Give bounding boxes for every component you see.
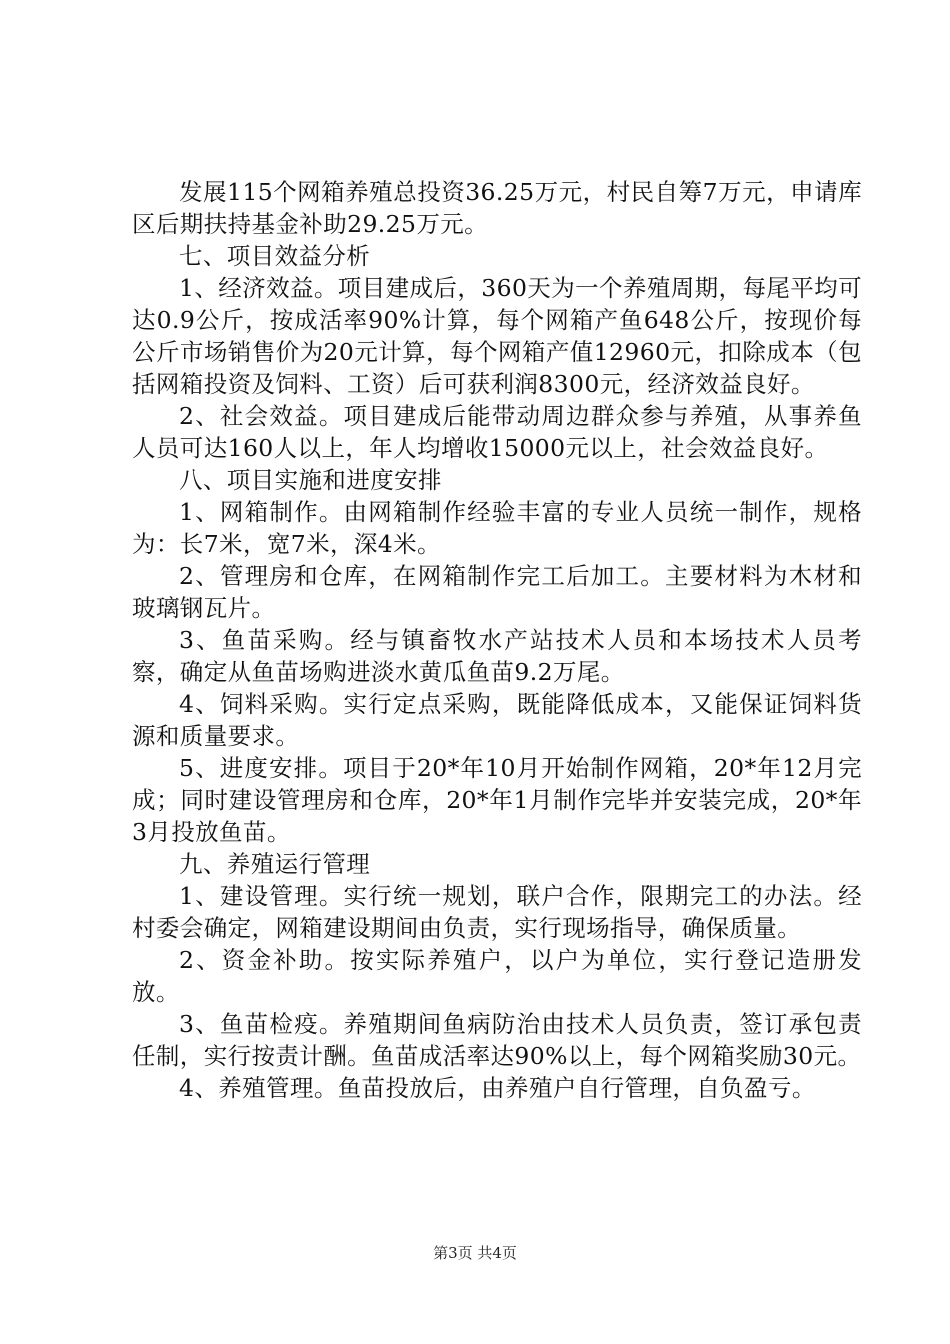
paragraph-feed-purchase: 4、饲料采购。实行定点采购，既能降低成本，又能保证饲料货源和质量要求。 (132, 690, 862, 750)
paragraph-investment: 发展115个网箱养殖总投资36.25万元，村民自筹7万元，申请库区后期扶持基金补助29.25万元。 (132, 178, 862, 238)
paragraph-fry-purchase: 3、鱼苗采购。经与镇畜牧水产站技术人员和本场技术人员考察，确定从鱼苗场购进淡水黄瓜鱼苗9.2万尾。 (132, 626, 862, 686)
section-heading-benefit-analysis: 七、项目效益分析 (179, 242, 371, 270)
paragraph-social-benefit: 2、社会效益。项目建成后能带动周边群众参与养殖，从事养鱼人员可达160人以上，年人均增收15000元以上，社会效益良好。 (132, 402, 862, 462)
paragraph-construction-management: 1、建设管理。实行统一规划，联户合作，限期完工的办法。经村委会确定，网箱建设期间由负责，实行现场指导，确保质量。 (132, 882, 862, 942)
paragraph-schedule: 5、进度安排。项目于20*年10月开始制作网箱，20*年12月完成；同时建设管理房和仓库，20*年1月制作完毕并安装完成，20*年3月投放鱼苗。 (132, 754, 862, 846)
document-body (132, 176, 862, 1104)
section-heading-operation: 九、养殖运行管理 (179, 850, 371, 878)
paragraph-management-house: 2、管理房和仓库，在网箱制作完工后加工。主要材料为木材和玻璃钢瓦片。 (132, 562, 862, 622)
paragraph-fry-quarantine: 3、鱼苗检疫。养殖期间鱼病防治由技术人员负责，签订承包责任制，实行按责计酬。鱼苗成活率达90%以上，每个网箱奖励30元。 (132, 1010, 862, 1070)
paragraph-cage-making: 1、网箱制作。由网箱制作经验丰富的专业人员统一制作，规格为：长7米，宽7米，深4米。 (132, 498, 862, 558)
paragraph-economic-benefit: 1、经济效益。项目建成后，360天为一个养殖周期，每尾平均可达0.9公斤，按成活率90%计算，每个网箱产鱼648公斤，按现价每公斤市场销售价为20元计算，每个网箱产值12960元，扣除成本（包括网箱投资及饲料、工资）后可获利润8300元，经济效益良好。 (132, 274, 862, 398)
page-number-footer: 第3页 共4页 (433, 1244, 517, 1262)
section-heading-implementation: 八、项目实施和进度安排 (179, 466, 442, 494)
paragraph-farming-management: 4、养殖管理。鱼苗投放后，由养殖户自行管理，自负盈亏。 (179, 1074, 816, 1102)
paragraph-fund-subsidy: 2、资金补助。按实际养殖户，以户为单位，实行登记造册发放。 (132, 946, 862, 1006)
